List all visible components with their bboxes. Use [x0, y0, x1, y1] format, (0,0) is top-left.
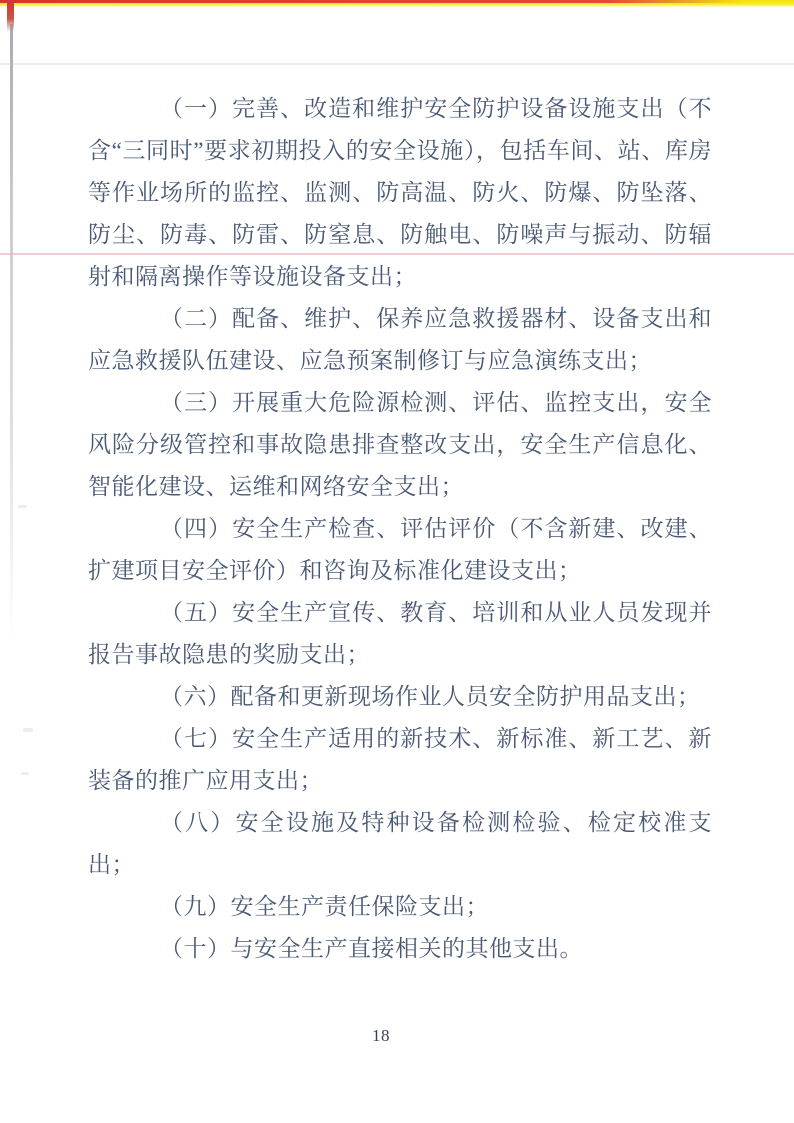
scan-artifact-smudge [23, 728, 33, 732]
scan-artifact-top-red-stripe [0, 0, 742, 3]
document-body [88, 88, 712, 970]
paragraph: （一）完善、改造和维护安全防护设备设施支出（不含“三同时”要求初期投入的安全设施），包括车间、站、库房等作业场所的监控、监测、防高温、防火、防爆、防坠落、防尘、防毒、防雷、防窒息、防触电、防噪声与振动、防辐射和隔离操作等设施设备支出； [88, 96, 712, 289]
paragraph: （四）安全生产检查、评估评价（不含新建、改建、扩建项目安全评价）和咨询及标准化建设支出； [88, 516, 712, 583]
scan-artifact-smudge [18, 505, 27, 508]
paragraph: （九）安全生产责任保险支出； [160, 894, 489, 919]
paragraph: （八）安全设施及特种设备检测检验、检定校准支出； [88, 810, 712, 877]
paragraph: （二）配备、维护、保养应急救援器材、设备支出和应急救援队伍建设、应急预案制修订与应急演练支出； [88, 306, 712, 373]
paragraph: （七）安全生产适用的新技术、新标准、新工艺、新装备的推广应用支出； [88, 726, 712, 793]
paragraph: （五）安全生产宣传、教育、培训和从业人员发现并报告事故隐患的奖励支出； [88, 600, 712, 667]
scan-artifact-faint-gray-streak [0, 63, 794, 65]
paragraph: （三）开展重大危险源检测、评估、监控支出，安全风险分级管控和事故隐患排查整改支出，安全生产信息化、智能化建设、运维和网络安全支出； [88, 390, 712, 499]
scan-artifact-left-gray-line [10, 24, 13, 640]
scan-artifact-smudge [21, 772, 29, 775]
paragraph: （十）与安全生产直接相关的其他支出。 [160, 936, 583, 961]
page-number: 18 [372, 1026, 390, 1045]
paragraph: （六）配备和更新现场作业人员安全防护用品支出； [160, 684, 701, 709]
